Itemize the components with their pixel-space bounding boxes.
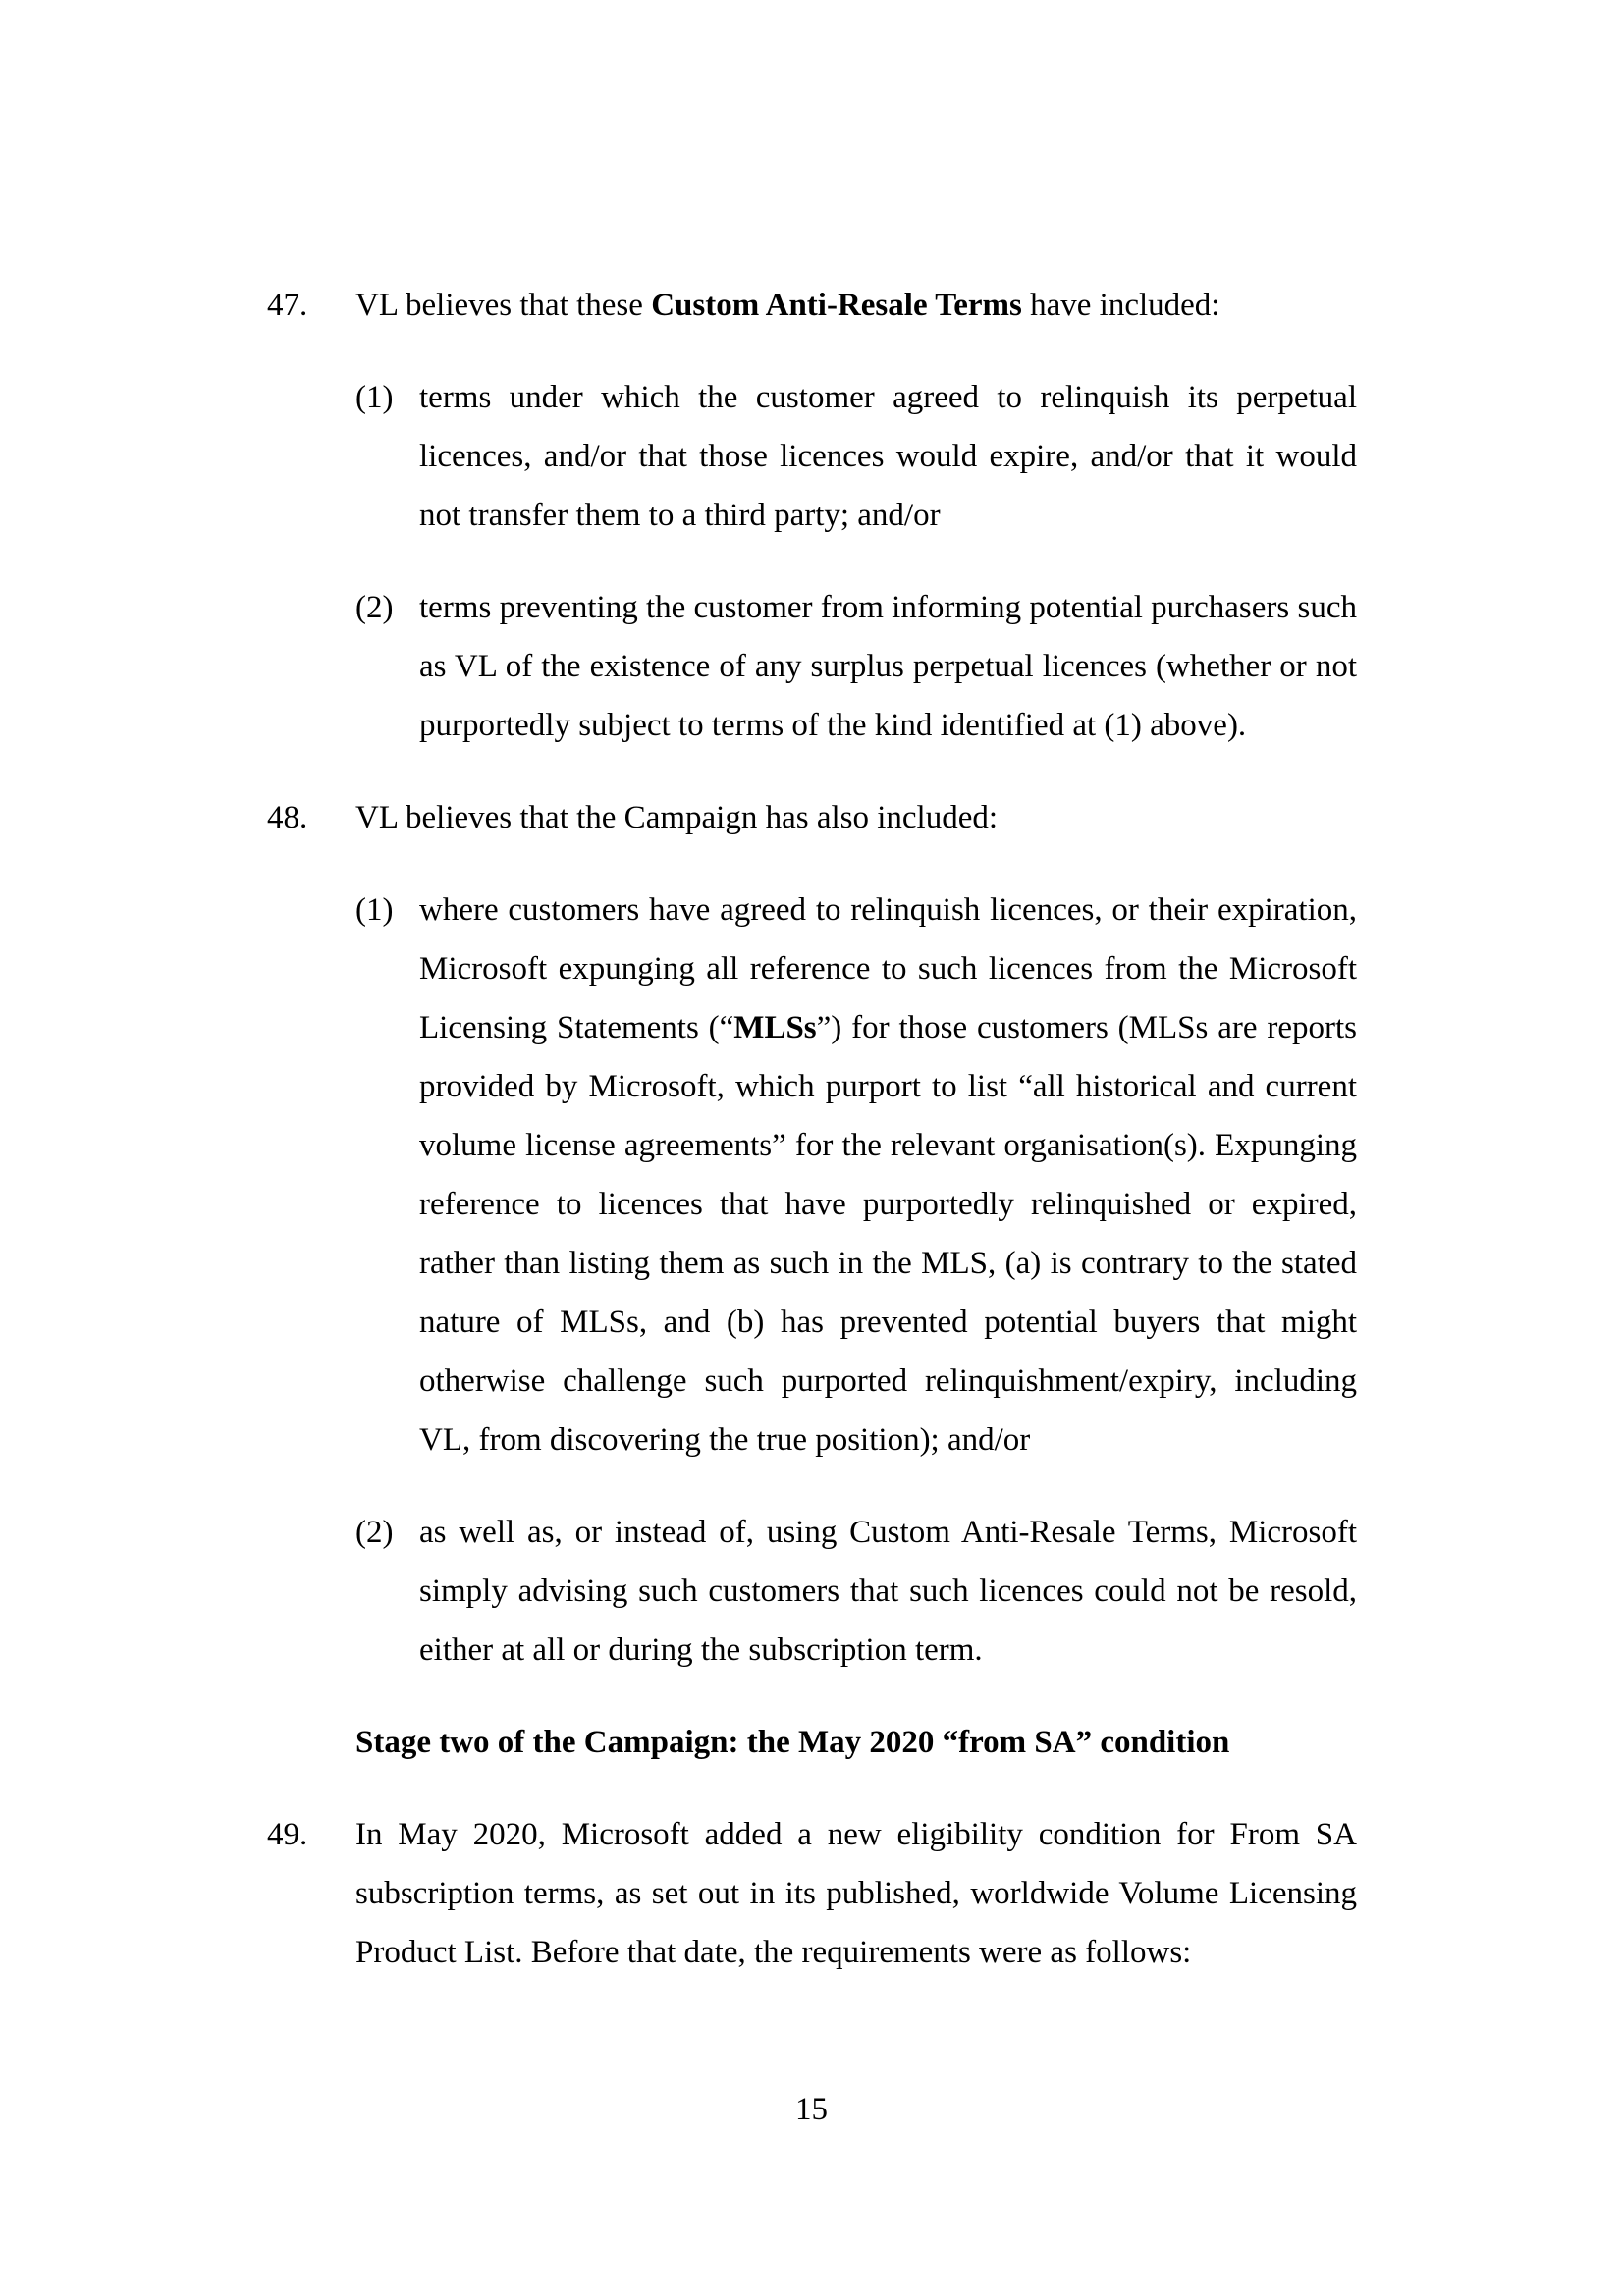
paragraph-48-number: 48. [267,800,308,835]
paragraph-48 [267,788,1357,847]
list-item-47-2 [355,578,1357,755]
section-heading-stage-two: Stage two of the Campaign: the May 2020 “from SA” condition [355,1725,1230,1760]
list-item-48-1-marker: (1) [355,892,394,928]
bold-text-mlss: MLSs [733,1010,817,1045]
paragraph-47-number: 47. [267,288,308,323]
paragraph-49 [267,1805,1357,1982]
list-item-48-2-text: as well as, or instead of, using Custom Anti-Resale Terms, Microsoft simply advising such customers that such licences could not be resold, either at all or during the subscription term. [419,1515,1357,1668]
document-body [267,276,1357,2015]
text-run: ”) for those customers (MLSs are reports provided by Microsoft, which purport to list “all historical and current volume license agreements” for the relevant organisation(s). Expunging reference to licences that have purportedly relinquished or expired, rather than listing them as such in the MLS, (a) is contrary to the stated nature of MLSs, and (b) has prevented potential buyers that might otherwise challenge such purported relinquishment/expiry, including VL, from discovering the true position); and/or [419,1010,1357,1458]
page-number-footer: 15 [795,2092,828,2127]
paragraph-48-text: VL believes that the Campaign has also included: [355,800,999,835]
paragraph-47-text [355,276,1357,335]
text-run: where customers have agreed to relinquish licences, or their expiration, Microsoft expunging all reference to such licences from the Microsoft Licensing Statements (“ [419,892,1357,1045]
list-item-47-1-marker: (1) [355,380,394,415]
list-item-47-2-marker: (2) [355,590,394,625]
list-item-47-1 [355,368,1357,545]
list-item-48-1-text [419,881,1357,1469]
list-item-47-2-text: terms preventing the customer from informing potential purchasers such as VL of the existence of any surplus perpetual licences (whether or not purportedly subject to terms of the kind identified at (1) above). [419,590,1357,743]
paragraph-49-text: In May 2020, Microsoft added a new eligibility condition for From SA subscription terms, as set out in its published, worldwide Volume Licensing Product List. Before that date, the requirements were as follows: [355,1817,1357,1970]
text-run: have included: [1021,288,1220,323]
list-item-48-2-marker: (2) [355,1515,394,1550]
text-run: VL believes that these [355,288,652,323]
paragraph-47 [267,276,1357,335]
paragraph-49-number: 49. [267,1817,308,1852]
list-item-48-2 [355,1503,1357,1680]
list-item-48-1 [355,881,1357,1469]
list-item-47-1-text: terms under which the customer agreed to relinquish its perpetual licences, and/or that those licences would expire, and/or that it would not transfer them to a third party; and/or [419,380,1357,533]
bold-text-custom-anti-resale-terms: Custom Anti-Resale Terms [651,288,1022,323]
